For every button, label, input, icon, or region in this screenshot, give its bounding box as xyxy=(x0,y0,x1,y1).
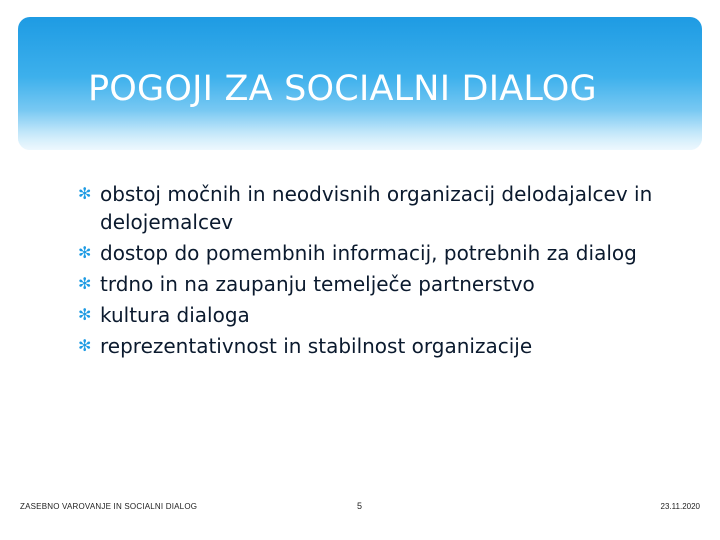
asterisk-icon: ✻ xyxy=(78,184,92,203)
bullet-text: dostop do pomembnih informacij, potrebnih za dialog xyxy=(100,241,637,265)
footer-date: 23.11.2020 xyxy=(660,502,700,511)
bullet-item xyxy=(72,180,672,236)
bullet-item xyxy=(72,239,672,267)
asterisk-icon: ✻ xyxy=(78,274,92,293)
bullet-list xyxy=(72,180,672,363)
slide-title: POGOJI ZA SOCIALNI DIALOG xyxy=(88,69,597,109)
bullet-text: trdno in na zaupanju temelječe partnerstvo xyxy=(100,272,535,296)
asterisk-icon: ✻ xyxy=(78,336,92,355)
bullet-item xyxy=(72,301,672,329)
title-banner xyxy=(18,17,702,150)
bullet-item xyxy=(72,332,672,360)
asterisk-icon: ✻ xyxy=(78,243,92,262)
bullet-text: obstoj močnih in neodvisnih organizacij delodajalcev in delojemalcev xyxy=(100,182,653,234)
bullet-text: reprezentativnost in stabilnost organizacije xyxy=(100,334,533,358)
footer-text: ZASEBNO VAROVANJE IN SOCIALNI DIALOG xyxy=(20,502,198,511)
bullet-item xyxy=(72,270,672,298)
asterisk-icon: ✻ xyxy=(78,305,92,324)
page-number: 5 xyxy=(357,501,363,511)
bullet-text: kultura dialoga xyxy=(100,303,250,327)
